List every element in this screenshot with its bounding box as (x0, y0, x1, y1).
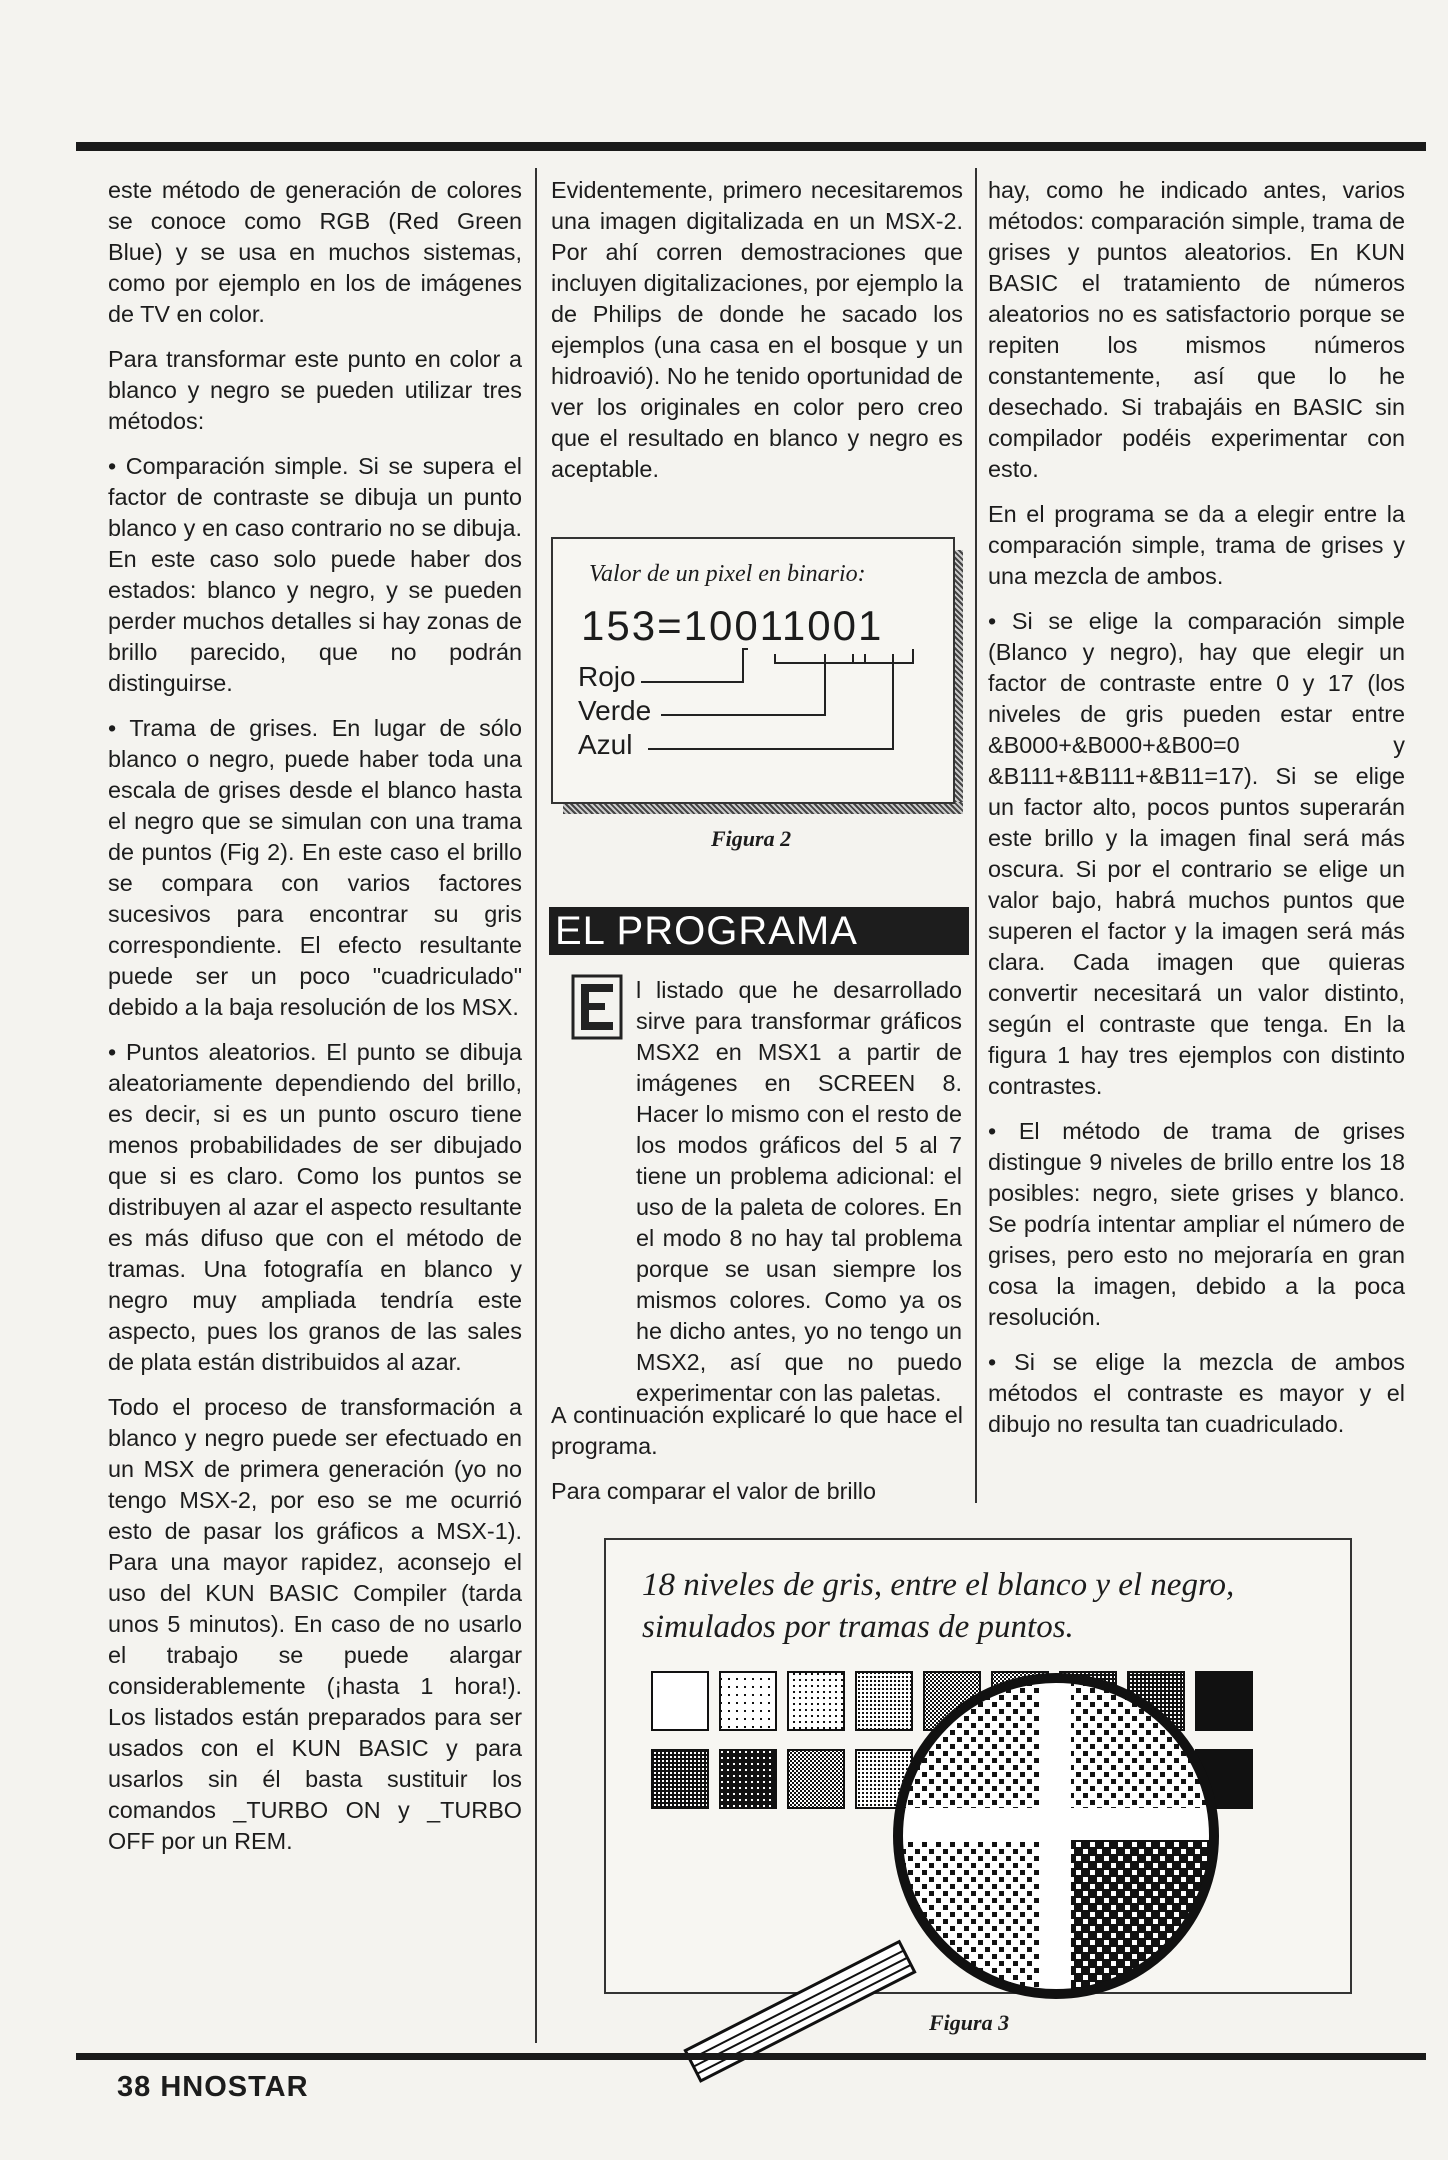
gray-swatch (720, 1750, 776, 1808)
column-3 (988, 175, 1405, 1454)
paragraph: • Si se elige la comparación simple (Blanco y negro), hay que elegir un factor de contraste entre 0 y 17 (los niveles de gris pueden estar entre &B000+&B000+&B00=0 y &B111+&B111+&B11=17). Si se elige un factor alto, pocos puntos superarán este brillo y la imagen final será más oscura. Si por el contrario se elige un valor bajo, habrá muchos puntos que superen el factor y la imagen será más clara. Cada imagen que quieras convertir necesitará un valor distinto, según el contraste que tenga. En la figura 1 hay tres ejemplos con distinto contrastes. (988, 608, 1405, 1099)
figure-2-caption: Figura 2 (711, 826, 792, 851)
figure-3 (604, 1538, 1352, 1994)
paragraph: En el programa se da a elegir entre la comparación simple, trama de grises y una mezcla de ambos. (988, 501, 1405, 589)
gray-swatch (652, 1750, 708, 1808)
gray-swatch (652, 1672, 708, 1730)
paragraph: este método de generación de colores se conoce como RGB (Red Green Blue) y se usa en muchos sistemas, como por ejemplo en los de imágenes de TV en color. (108, 177, 522, 327)
label-rojo: Rojo (578, 661, 636, 692)
paragraph: l listado que he desarrollado sirve para transformar gráficos MSX2 en MSX1 a partir de imágenes en SCREEN 8. Hacer lo mismo con el resto de los modos gráficos del 5 al 7 tiene un problema adicional: el uso de la paleta de colores. En el modo 8 no hay tal problema porque se usan siempre los mismos colores. Como ya os he dicho antes, yo no tengo un MSX2, así que no puedo experimentar con las paletas. (636, 977, 962, 1406)
figure-2-title: Valor de un pixel en binario: (589, 561, 866, 587)
gray-swatch (788, 1672, 844, 1730)
paragraph: • El método de trama de grises distingue 9 niveles de brillo entre los 18 posibles: negro, siete grises y blanco. Se podría intentar ampliar el número de grises, pero esto no mejoraría en gran cosa la imagen, debido a la poca resolución. (988, 1118, 1405, 1330)
paragraph: • Comparación simple. Si se supera el factor de contraste se dibuja un punto blanco y en caso contrario no se dibuja. En este caso solo puede haber dos estados: blanco y negro, y se pueden perder muchos detalles si hay zonas de brillo parecido, que no podrán distinguirse. (108, 453, 522, 696)
label-azul: Azul (578, 729, 633, 760)
figure-3-title: 18 niveles de gris, entre el blanco y el negro, simulados por tramas de puntos. (642, 1567, 1235, 1645)
paragraph: Para transformar este punto en color a blanco y negro se pueden utilizar tres métodos: (108, 346, 522, 434)
paragraph: Todo el proceso de transformación a blanco y negro puede ser efectuado en un MSX de primera generación (yo no tengo MSX-2, por eso se me ocurrió esto de pasar los gráficos a MSX-1). Para una mayor rapidez, aconsejo el uso del KUN BASIC Compiler (tarda unos 5 minutos). En caso de no usarlo el trabajo se puede alargar considerablemente (¡hasta 1 hora!). Los listados están preparados para ser usados con el KUN BASIC y para usarlos sin él basta sustituir los comandos _TURBO ON y _TURBO OFF por un REM. (108, 1394, 522, 1854)
label-verde: Verde (578, 695, 652, 726)
dropcap-e-icon (571, 972, 623, 1042)
paragraph: • Si se elige la mezcla de ambos métodos el contraste es mayor y el dibujo no resulta tan cuadriculado. (988, 1349, 1405, 1437)
page-footer: 38 HNOSTAR (117, 2071, 309, 2103)
bit-bracket-lines (553, 539, 953, 802)
gray-swatch (856, 1672, 912, 1730)
column-divider (535, 168, 537, 2043)
paragraph: Evidentemente, primero necesitaremos una imagen digitalizada en un MSX-2. Por ahí corren demostraciones que incluyen digitalizaciones, por ejemplo la de Philips de donde he sacado los ejemplos (una casa en el bosque y un hidroavió). No he tenido oportunidad de ver los originales en color pero creo que el resultado en blanco y negro es aceptable. (551, 177, 963, 482)
gray-level-swatches (606, 1540, 1350, 1992)
top-frame-rule (76, 142, 1426, 151)
gray-swatch (1196, 1672, 1252, 1730)
bottom-frame-rule (76, 2053, 1426, 2060)
paragraph: Para comparar el valor de brillo (551, 1478, 877, 1504)
binary-equation: 153=10011001 (581, 602, 884, 649)
paragraph: A continuación explicaré lo que hace el programa. (551, 1402, 963, 1459)
gray-swatch (720, 1672, 776, 1730)
paragraph: • Trama de grises. En lugar de sólo blanco o negro, puede haber toda una escala de grises desde el blanco hasta el negro que se simulan con una trama de puntos (Fig 2). En este caso el brillo se compara con varios factores sucesivos para encontrar su gris correspondiente. El efecto resultante puede ser un poco "cuadriculado" debido a la baja resolución de los MSX. (108, 715, 522, 1020)
column-1 (108, 175, 522, 1871)
figure-2 (551, 537, 955, 804)
gray-swatch (788, 1750, 844, 1808)
paragraph: • Puntos aleatorios. El punto se dibuja aleatoriamente dependiendo del brillo, es decir, si es un punto oscuro tiene menos probabilidades de ser dibujado que si es claro. Como los puntos se distribuyen al azar el aspecto resultante es más difuso que con el método de tramas. Una fotografía en blanco y negro muy ampliada tendría este aspecto, pues los granos de las sales de plata están distribuidos al azar. (108, 1039, 522, 1375)
paragraph-first-lines (636, 975, 962, 1406)
paragraph: hay, como he indicado antes, varios métodos: comparación simple, trama de grises y puntos aleatorios. En KUN BASIC el tratamiento de números aleatorios no es satisfactorio porque se repiten los mismos números constantemente, así que lo he desechado. Si trabajáis en BASIC sin compilador podéis experimentar con esto. (988, 177, 1405, 482)
column-2 (551, 175, 963, 499)
figure-3-caption: Figura 3 (929, 2010, 1010, 2035)
section-heading: EL PROGRAMA (549, 907, 969, 955)
column-divider (975, 168, 977, 1503)
column-2-end (551, 1400, 963, 1521)
